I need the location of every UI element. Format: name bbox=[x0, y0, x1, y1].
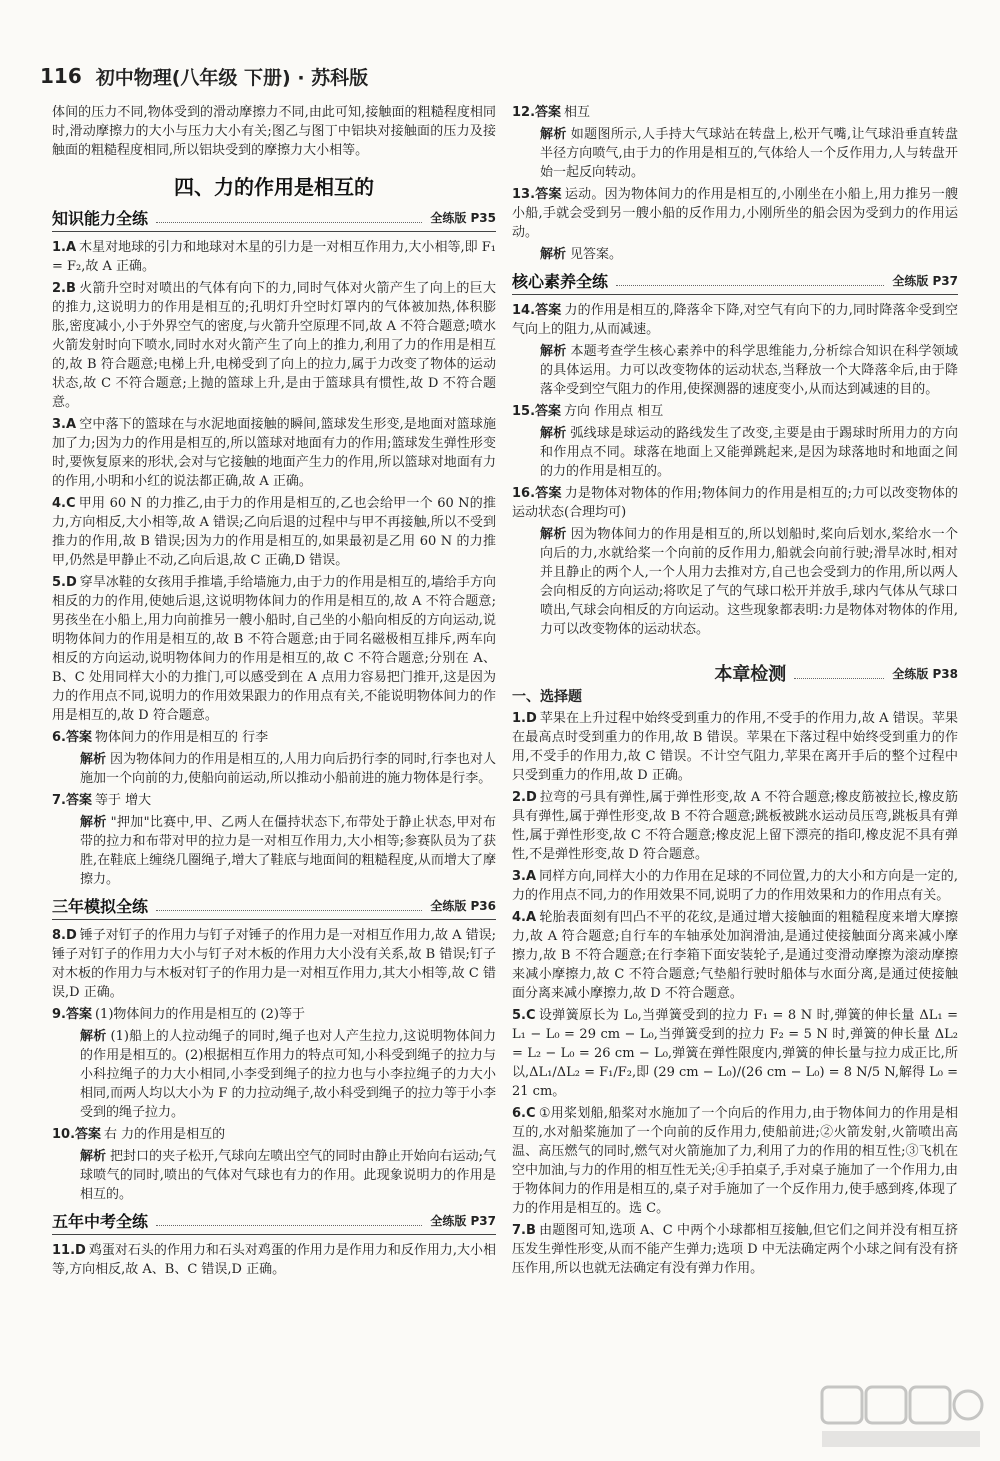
answer-list-c bbox=[512, 709, 958, 1278]
section-name: 知识能力全练 bbox=[52, 209, 149, 228]
answer-number: 6.C bbox=[512, 1106, 536, 1121]
answer-item bbox=[512, 867, 958, 905]
section-ref: 全练版 P37 bbox=[430, 1214, 496, 1228]
explanation-text: 见答案。 bbox=[570, 247, 623, 262]
explanation-text: "押加"比赛中,甲、乙两人在僵持状态下,布带处于静止状态,甲对布带的拉力和布带对甲的拉力是一对相互作用力,大小相等;参赛队员为了获胜,在鞋底上缠绕几圈绳子,增大了鞋底与地面间的粗糙程度,从而增大了摩擦力。 bbox=[80, 815, 496, 887]
answer-list-1 bbox=[52, 238, 496, 889]
right-column bbox=[512, 103, 958, 1281]
answer-item bbox=[512, 788, 958, 864]
dotted-leader bbox=[156, 910, 422, 911]
dotted-leader bbox=[156, 1225, 422, 1226]
explanation-label: 解析 bbox=[80, 815, 107, 830]
answer-text: 轮胎表面刻有凹凸不平的花纹,是通过增大接触面的粗糙程度来增大摩擦力,故 A 符合题意;自行车的车轴承处加润滑油,是通过使接触面分离来减小摩擦力,故 B 不符合题意;在行李箱下面安装轮子,是通过变滑动摩擦为滚动摩擦来减小摩擦力,故 C 不符合题意;气垫船行驶时船体与水面分离,是通过使接触面分离来减小摩擦力,故 D 不符合题意。 bbox=[512, 910, 958, 1001]
explanation-text: (1)船上的人拉动绳子的同时,绳子也对人产生拉力,这说明物体间力的作用是相互的。(2)根据相互作用力的特点可知,小科受到绳子的拉力与小科拉绳子的力大小相同,小李受到绳子的拉力也与小李拉绳子的力大小相同,而两人均以大小为 F 的力拉动绳子,故小科受到绳子的拉力等于小李受到的绳子拉力。 bbox=[80, 1029, 496, 1120]
section-ref: 全练版 P36 bbox=[430, 899, 496, 913]
answer-list-a bbox=[512, 103, 958, 264]
answer-item bbox=[52, 1125, 496, 1144]
answer-number: 8.D bbox=[52, 928, 77, 943]
answer-item bbox=[512, 1104, 958, 1218]
answer-text: 右 力的作用是相互的 bbox=[104, 1127, 226, 1142]
answer-text: 力是物体对物体的作用;物体间力的作用是相互的;力可以改变物体的运动状态(合理均可) bbox=[512, 486, 958, 520]
dotted-leader bbox=[156, 222, 422, 223]
answer-text: 设弹簧原长为 L₀,当弹簧受到的拉力 F₁ = 8 N 时,弹簧的伸长量 ΔL₁ = L₁ − L₀ = 29 cm − L₀,当弹簧受到的拉力 F₂ = 5 N 时,弹簧的伸长量 ΔL₂ = L₂ − L₀ = 26 cm − L₀,弹簧在弹性限度内,弹簧的伸长量与拉力成正比,所以,ΔL₁/ΔL₂ = F₁/F₂,即 (29 cm − L₀)/(26 cm − L₀) = 8 N/5 N,解得 L₀ = 21 cm。 bbox=[512, 1008, 958, 1099]
answer-list-b bbox=[512, 301, 958, 639]
explanation-label: 解析 bbox=[540, 527, 567, 542]
answer-text: (1)物体间力的作用是相互的 (2)等于 bbox=[94, 1007, 305, 1022]
answer-item bbox=[52, 728, 496, 747]
book-title: 初中物理(八年级 下册) · 苏科版 bbox=[95, 66, 369, 89]
section-name: 三年模拟全练 bbox=[52, 897, 149, 916]
answer-text: ①用桨划船,船桨对水施加了一个向后的作用力,由于物体间力的作用是相互的,水对船桨施加了一个向前的反作用力,使船前进;②火箭发射,火箭喷出高温、高压燃气的同时,燃气对火箭施加了力,利用了力的作用的相互性;③飞机在空中加油,与力的作用的相互性无关;④手拍桌子,手对桌子施加了一个作用力,由于物体间力的作用是相互的,桌子对手施加了一个反作用力,使手感到疼,体现了力的作用是相互的。选 C。 bbox=[512, 1106, 958, 1216]
answer-text: 苹果在上升过程中始终受到重力的作用,不受手的作用力,故 A 错误。苹果在最高点时受到重力的作用,故 B 错误。苹果在下落过程中始终受到重力的作用,不受手的作用力,故 C 错误。不计空气阻力,苹果在离开手后的整个过程中只受到重力的作用,故 D 正确。 bbox=[512, 711, 958, 783]
answer-item bbox=[52, 573, 496, 725]
section-header-knowledge bbox=[52, 209, 496, 232]
answer-number: 1.D bbox=[512, 711, 537, 726]
answer-number: 3.A bbox=[52, 417, 77, 432]
answer-number: 9.答案 bbox=[52, 1007, 92, 1022]
answer-number: 11.D bbox=[52, 1243, 86, 1258]
answer-number: 7.B bbox=[512, 1223, 536, 1238]
answer-text: 力的作用是相互的,降落伞下降,对空气有向下的力,同时降落伞受到空气向上的阻力,从而减速。 bbox=[512, 303, 958, 337]
intro-text: 体间的压力不同,物体受到的滑动摩擦力不同,由此可知,接触面的粗糙程度相同时,滑动摩擦力的大小与压力大小有关;图乙与图丁中铝块对接触面的压力及接触面的粗糙程度相同,所以铝块受到的摩擦力大小相等。 bbox=[52, 105, 496, 158]
answer-text: 火箭升空时对喷出的气体有向下的力,同时气体对火箭产生了向上的巨大的推力,这说明力的作用是相互的;孔明灯升空时灯罩内的气体被加热,体积膨胀,密度减小,小于外界空气的密度,与火箭升空原理不同,故 A 不符合题意;喷水火箭发射时向下喷水,同时水对火箭产生了向上的推力,利用了力的作用是相互的,故 B 符合题意;电梯上升,电梯受到了向上的拉力,属于力改变了物体的运动状态,故 C 不符合题意;上抛的篮球上升,是由于篮球具有惯性,故 D 不符合题意。 bbox=[52, 281, 496, 410]
answer-text: 运动。因为物体间力的作用是相互的,小刚坐在小船上,用力推另一艘小船,手就会受到另一艘小船的反作用力,小刚所坐的船会因为受到力的作用运动。 bbox=[512, 187, 959, 240]
dotted-leader bbox=[616, 285, 884, 286]
answer-number: 2.B bbox=[52, 281, 76, 296]
section-ref: 全练版 P35 bbox=[430, 211, 496, 225]
answer-item bbox=[52, 415, 496, 491]
page-number: 116 bbox=[40, 64, 82, 88]
answer-list-2 bbox=[52, 926, 496, 1204]
section-header-five-year bbox=[52, 1212, 496, 1235]
answer-item bbox=[512, 402, 958, 421]
answer-item bbox=[52, 1005, 496, 1024]
answer-item bbox=[512, 1221, 958, 1278]
answer-item bbox=[512, 185, 958, 242]
explanation-label: 解析 bbox=[540, 247, 567, 262]
answer-item bbox=[512, 484, 958, 522]
answer-number: 12.答案 bbox=[512, 105, 562, 120]
answer-text: 拉弯的弓具有弹性,属于弹性形变,故 A 不符合题意;橡皮筋被拉长,橡皮筋具有弹性,属于弹性形变,故 B 不符合题意;跳板被跳水运动员压弯,跳板具有弹性,属于弹性形变,故 C 不符合题意;橡皮泥上留下漂亮的指印,橡皮泥不具有弹性,不是弹性形变,故 D 符合题意。 bbox=[512, 790, 958, 862]
answer-item bbox=[512, 908, 958, 1003]
explanation-label: 解析 bbox=[540, 426, 567, 441]
left-column bbox=[52, 103, 496, 1282]
answer-text: 穿旱冰鞋的女孩用手推墙,手给墙施力,由于力的作用是相互的,墙给手方向相反的力的作用,使她后退,这说明物体间力的作用是相互的,故 A 不符合题意;男孩坐在小船上,用力向前推另一艘小船时,自己坐的小船向相反的方向运动,说明物体间力的作用是相互的,故 B 不符合题意;由于同名磁极相互排斥,两车向相反的方向运动,说明物体间力的作用是相互的,故 C 不符合题意;分别在 A、B、C 处用同样大小的力推门,可以感受到在 A 点用力容易把门推开,这是因为力的作用点不同,说明力的作用效果跟力的作用点有关,不能说明物体间力的作用是相互的,故 D 符合题意。 bbox=[52, 575, 496, 723]
answer-text: 锤子对钉子的作用力与钉子对锤子的作用力是一对相互作用力,故 A 错误;锤子对钉子的作用力大小与钉子对木板的作用力大小没有关系,故 B 错误;钉子对木板的作用力与木板对钉子的作用力是一对相互作用力,其大小相等,故 C 错误,D 正确。 bbox=[52, 928, 496, 1000]
answer-number: 16.答案 bbox=[512, 486, 562, 501]
answer-item bbox=[52, 791, 496, 810]
answer-item bbox=[512, 709, 958, 785]
explanation-text: 如题图所示,人手持大气球站在转盘上,松开气嘴,让气球沿垂直转盘半径方向喷气,由于力的作用是相互的,气体给人一个反作用力,人与转盘开始一起反向转动。 bbox=[540, 127, 958, 180]
section-ref: 全练版 P37 bbox=[892, 274, 958, 288]
answer-number: 13.答案 bbox=[512, 187, 562, 202]
answer-item bbox=[512, 103, 958, 122]
answer-number: 10.答案 bbox=[52, 1127, 102, 1142]
watermark-logo bbox=[816, 1381, 986, 1453]
explanation-label: 解析 bbox=[540, 344, 567, 359]
answer-number: 5.D bbox=[52, 575, 77, 590]
answer-item bbox=[52, 279, 496, 412]
section-title: 四、力的作用是相互的 bbox=[174, 175, 374, 199]
answer-text: 甲用 60 N 的力推乙,由于力的作用是相互的,乙也会给甲一个 60 N的推力,方向相反,大小相等,故 A 错误;乙向后退的过程中与甲不再接触,所以不受到推力的作用,故 B 错误;因为力的作用是相互的,如果最初是乙用 60 N 的力推甲,仍然是甲静止不动,乙向后退,故 C 正确,D 错误。 bbox=[52, 496, 496, 568]
answer-number: 2.D bbox=[512, 790, 537, 805]
explanation-text: 因为物体间力的作用是相互的,人用力向后扔行李的同时,行李也对人施加一个向前的力,使船向前运动,所以推动小船前进的施力物体是行李。 bbox=[80, 752, 496, 786]
explanation-label: 解析 bbox=[540, 127, 567, 142]
explanation bbox=[512, 125, 958, 182]
explanation bbox=[52, 750, 496, 788]
answer-item bbox=[52, 926, 496, 1002]
answer-text: 等于 增大 bbox=[94, 793, 152, 808]
answer-text: 木星对地球的引力和地球对木星的引力是一对相互作用力,大小相等,即 F₁ = F₂,故 A 正确。 bbox=[52, 240, 496, 274]
section-name: 核心素养全练 bbox=[512, 272, 609, 291]
answer-text: 由题图可知,选项 A、C 中两个小球都相互接触,但它们之间并没有相互挤压发生弹性形变,从而不能产生弹力;选项 D 中无法确定两个小球之间有没有挤压作用,所以也就无法确定有没有弹力作用。 bbox=[512, 1223, 958, 1276]
answer-number: 5.C bbox=[512, 1008, 536, 1023]
answer-number: 6.答案 bbox=[52, 730, 92, 745]
explanation bbox=[52, 1147, 496, 1204]
answer-item bbox=[512, 301, 958, 339]
answer-number: 15.答案 bbox=[512, 404, 562, 419]
answer-text: 相互 bbox=[564, 105, 591, 120]
answer-number: 4.A bbox=[512, 910, 537, 925]
subheading: 一、选择题 bbox=[512, 689, 582, 705]
explanation-text: 本题考查学生核心素养中的科学思维能力,分析综合知识在科学领域的具体运用。力可以改变物体的运动状态,当释放一个大降落伞后,由于降落伞受到空气阻力的作用,使探测器的速度变小,从而达到减速的目的。 bbox=[540, 344, 958, 397]
section-header-core bbox=[512, 272, 958, 295]
answer-item bbox=[52, 494, 496, 570]
answer-text: 空中落下的篮球在与水泥地面接触的瞬间,篮球发生形变,是地面对篮球施加了力;因为力的作用是相互的,所以篮球对地面有力的作用;篮球发生弹性形变时,要恢复原来的形状,会对与它接触的地面产生力的作用,所以篮球对地面有力的作用,小明和小红的说法都正确,故 A 正确。 bbox=[52, 417, 496, 489]
section-name: 五年中考全练 bbox=[52, 1212, 149, 1231]
answer-text: 方向 作用点 相互 bbox=[564, 404, 664, 419]
answer-number: 3.A bbox=[512, 869, 537, 884]
page-header bbox=[40, 60, 970, 92]
section-header-three-year bbox=[52, 897, 496, 920]
explanation-label: 解析 bbox=[80, 1149, 107, 1164]
section-ref: 全练版 P38 bbox=[892, 667, 958, 681]
answer-number: 7.答案 bbox=[52, 793, 92, 808]
answer-number: 1.A bbox=[52, 240, 77, 255]
answer-item bbox=[52, 238, 496, 276]
section-name: 本章检测 bbox=[714, 664, 787, 685]
answer-list-3 bbox=[52, 1241, 496, 1279]
explanation bbox=[52, 813, 496, 889]
answer-text: 同样方向,同样大小的力作用在足球的不同位置,力的大小和方向是一定的,力的作用点不同,力的作用效果不同,说明了力的作用效果和力的作用点有关。 bbox=[512, 869, 958, 903]
explanation-text: 弧线球是球运动的路线发生了改变,主要是由于踢球时所用力的方向和作用点不同。球落在地面上又能弹跳起来,是因为球落地时和地面之间的力的作用是相互的。 bbox=[540, 426, 958, 479]
explanation bbox=[512, 245, 958, 264]
explanation bbox=[512, 525, 958, 639]
explanation bbox=[52, 1027, 496, 1122]
dotted-leader bbox=[794, 678, 884, 679]
explanation-text: 因为物体间力的作用是相互的,所以划船时,桨向后划水,桨给水一个向后的力,水就给桨一个向前的反作用力,船就会向前行驶;滑旱冰时,相对并且静止的两个人,一个人用力去推对方,自己也会受到力的作用,所以两人会向相反的方向运动;将吹足了气的气球口松开并放手,球内气体从气球口喷出,气球会向相反的方向运动。这些现象都表明:力是物体对物体的作用,力可以改变物体的运动状态。 bbox=[540, 527, 958, 637]
explanation bbox=[512, 424, 958, 481]
explanation-text: 把封口的夹子松开,气球向左喷出空气的同时由静止开始向右运动;气球喷气的同时,喷出的气体对气球也有力的作用。此现象说明力的作用是相互的。 bbox=[80, 1149, 496, 1202]
explanation-label: 解析 bbox=[80, 1029, 107, 1044]
explanation-label: 解析 bbox=[80, 752, 107, 767]
answer-text: 鸡蛋对石头的作用力和石头对鸡蛋的作用力是作用力和反作用力,大小相等,方向相反,故 A、B、C 错误,D 正确。 bbox=[52, 1243, 496, 1277]
answer-item bbox=[512, 1006, 958, 1101]
section-header-chapter-test bbox=[512, 665, 958, 684]
answer-number: 4.C bbox=[52, 496, 76, 511]
answer-text: 物体间力的作用是相互的 行李 bbox=[94, 730, 269, 745]
answer-item bbox=[52, 1241, 496, 1279]
answer-number: 14.答案 bbox=[512, 303, 562, 318]
explanation bbox=[512, 342, 958, 399]
